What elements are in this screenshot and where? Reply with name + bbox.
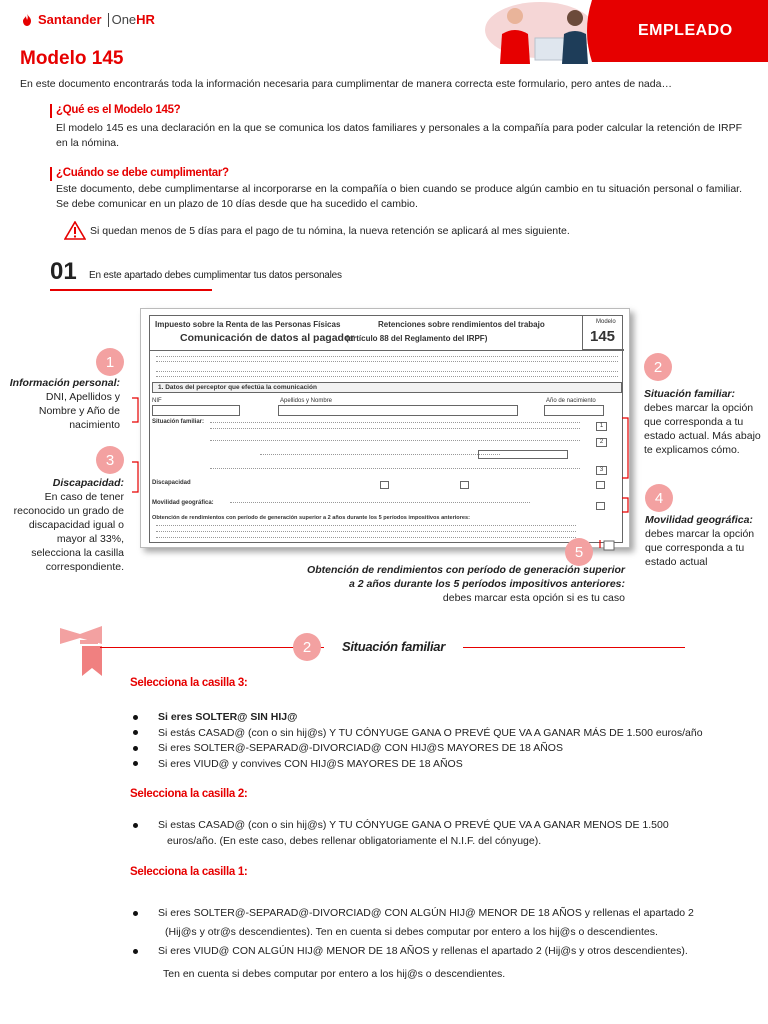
product-name: OneHR — [111, 12, 155, 27]
form-nif-label: NIF — [152, 398, 162, 404]
list-item: Si eres SOLTER@-SEPARAD@-DIVORCIAD@ CON HIJ@S MAYORES DE 18 AÑOS — [133, 741, 703, 757]
form-movilidad-label: Movilidad geográfica: — [152, 500, 214, 506]
form-header-left: Impuesto sobre la Renta de las Personas Físicas — [155, 320, 341, 329]
callout-5 — [300, 563, 625, 605]
faq-question-1: ¿Qué es el Modelo 145? — [56, 104, 181, 116]
casilla-3-list — [133, 710, 703, 772]
section-number: 01 — [50, 258, 77, 285]
list-item: Si eres VIUD@ CON ALGÚN HIJ@ MENOR DE 18 AÑOS y rellenas el apartado 2 (Hij@s y otros descendientes). — [133, 942, 694, 961]
callout-2-title: Situación familiar: — [644, 388, 736, 400]
callout-4-title: Movilidad geográfica: — [645, 514, 753, 526]
brand-name: Santander — [38, 12, 102, 27]
list-item-continuation: euros/año. (En este caso, debes rellenar obligatoriamente el N.I.F. del cónyuge). — [167, 834, 542, 847]
intro-text: En este documento encontrarás toda la información necesaria para cumplimentar de manera correcta este formulario, pero antes de nada… — [20, 78, 672, 90]
casilla-2-label: Selecciona la casilla 2: — [130, 788, 248, 800]
callout-5-badge: 5 — [565, 538, 593, 566]
callout-4-text: debes marcar la opción que corresponda a tu estado actual — [645, 528, 755, 568]
list-item: Si eres SOLTER@-SEPARAD@-DIVORCIAD@ CON ALGÚN HIJ@ MENOR DE 18 AÑOS y rellenas el apartado 2 — [133, 904, 694, 923]
callout-2-text: debes marcar la opción que corresponda a tu estado actual. Más abajo te explicamos cómo. — [644, 402, 761, 456]
page-title: Modelo 145 — [20, 48, 124, 69]
form-title: Comunicación de datos al pagador — [180, 332, 355, 344]
form-obtencion-label: Obtención de rendimientos con período de generación superior a 2 años durante los 5 períodos impositivos anteriores: — [152, 515, 470, 521]
casilla-1-list — [133, 904, 694, 984]
list-item-continuation: (Hij@s y otr@s descendientes). Ten en cuenta si debes computar por entero a los hij@s o descendientes. — [165, 926, 658, 938]
callout-3-title: Discapacidad: — [52, 477, 124, 489]
faq-answer-1: El modelo 145 es una declaración en la que se comunica los datos familiares y personales a la compañía para poder calcular la retención de IRPF en la nómina. — [56, 122, 742, 149]
callout-5-text: debes marcar esta opción si es tu caso — [442, 592, 625, 604]
form-apellidos-label: Apellidos y Nombre — [280, 398, 333, 404]
casilla-3-label: Selecciona la casilla 3: — [130, 677, 248, 689]
casilla-2-list — [133, 818, 669, 849]
faq-question-2: ¿Cuándo se debe cumplimentar? — [56, 167, 229, 179]
list-item: Si eres SOLTER@ SIN HIJ@ — [133, 710, 703, 726]
list-item: Si estás CASAD@ (con o sin hij@s) Y TU CÓNYUGE GANA O PREVÉ QUE VA A GANAR MÁS DE 1.500 euros/año — [133, 726, 703, 742]
callout-3-text: En caso de tener reconocido un grado de discapacidad igual o mayor al 33%, selecciona la casilla correspondiente. — [13, 491, 124, 573]
form-title-sub: (artículo 88 del Reglamento del IRPF) — [346, 334, 488, 343]
callout-4 — [645, 513, 765, 569]
megaphone-icon — [58, 622, 118, 678]
form-box-1: 1 — [596, 422, 607, 431]
callout-1 — [6, 376, 120, 432]
callout-1-text: DNI, Apellidos y Nombre y Año de nacimiento — [38, 391, 120, 431]
section-2-title: Situación familiar — [324, 639, 463, 654]
form-anio-label: Año de nacimiento — [546, 398, 596, 404]
callout-1-title: Información personal: — [9, 377, 120, 389]
form-discapacidad-label: Discapacidad — [152, 480, 191, 486]
callout-3 — [8, 476, 124, 574]
list-item: Si eres VIUD@ y convives CON HIJ@S MAYORES DE 18 AÑOS — [133, 757, 703, 773]
banner-label: EMPLEADO — [638, 22, 733, 39]
callout-2-badge: 2 — [644, 353, 672, 381]
section-text: En este apartado debes cumplimentar tus datos personales — [89, 270, 342, 281]
faq-answer-2: Este documento, debe cumplimentarse al incorporarse en la compañía o bien cuando se produce algún cambio en tu situación personal o familiar. Se debe comunicar en un plazo de 10 días desde que ha sucedido el cambio. — [56, 183, 742, 210]
list-item: Si estas CASAD@ (con o sin hij@s) Y TU CÓNYUGE GANA O PREVÉ QUE VA A GANAR MENOS DE 1.500 — [133, 818, 669, 834]
list-item-continuation: Ten en cuenta si debes computar por entero a los hij@s o descendientes. — [163, 968, 506, 980]
warning-text: Si quedan menos de 5 días para el pago de tu nómina, la nueva retención se aplicará al mes siguiente. — [90, 225, 570, 237]
form-section1: 1. Datos del perceptor que efectúa la comunicación — [158, 384, 317, 391]
form-situacion-label: Situación familiar: — [152, 419, 205, 425]
callout-4-badge: 4 — [645, 484, 673, 512]
form-box-2: 2 — [596, 438, 607, 447]
callout-3-badge: 3 — [96, 446, 124, 474]
form-header-mid: Retenciones sobre rendimientos del trabajo — [378, 320, 545, 329]
section-2-badge: 2 — [293, 633, 321, 661]
callout-5-title: Obtención de rendimientos con período de generación superior a 2 años durante los 5 períodos impositivos anteriores: — [307, 564, 625, 590]
callout-2 — [644, 387, 764, 457]
callout-1-badge: 1 — [96, 348, 124, 376]
form-modelo-number: 145 — [590, 328, 616, 345]
form-modelo-label: Modelo — [596, 319, 616, 325]
form-box-3: 3 — [596, 466, 607, 475]
casilla-1-label: Selecciona la casilla 1: — [130, 866, 248, 878]
